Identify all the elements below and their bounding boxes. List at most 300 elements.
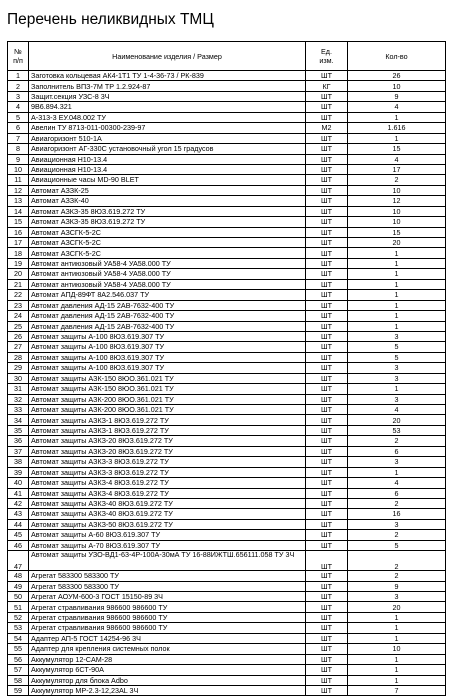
row-number: 24	[8, 311, 29, 321]
quantity: 5	[348, 540, 446, 550]
unit-of-measure: ШТ	[306, 644, 348, 654]
table-row	[8, 665, 446, 675]
quantity: 12	[348, 196, 446, 206]
unit-of-measure: ШТ	[306, 217, 348, 227]
quantity: 10	[348, 185, 446, 195]
row-number: 3	[8, 91, 29, 101]
quantity: 6	[348, 446, 446, 456]
quantity: 2	[348, 498, 446, 508]
row-number: 56	[8, 654, 29, 664]
item-name: Агрегат АОУМ-600-3 ГОСТ 15150-89 3Ч	[29, 592, 306, 602]
item-name: Автомат защиты АЗКЗ-4 8ЮЗ.619.272 ТУ	[29, 478, 306, 488]
row-number: 15	[8, 217, 29, 227]
table-row	[8, 279, 446, 289]
unit-of-measure: ШТ	[306, 425, 348, 435]
item-name: Автомат защиты А-100 8ЮЗ.619.307 ТУ	[29, 331, 306, 341]
item-name: Автомат АЗЗК-25	[29, 185, 306, 195]
quantity: 3	[348, 592, 446, 602]
quantity: 1	[348, 612, 446, 622]
table-row	[8, 206, 446, 216]
quantity: 20	[348, 602, 446, 612]
table-row	[8, 269, 446, 279]
unit-of-measure: ШТ	[306, 519, 348, 529]
table-row	[8, 342, 446, 352]
table-row	[8, 478, 446, 488]
quantity: 1	[348, 133, 446, 143]
unit-of-measure: ШТ	[306, 540, 348, 550]
item-name: Автомат давления АД-15 2АВ-7632-400 ТУ	[29, 321, 306, 331]
quantity: 17	[348, 164, 446, 174]
row-number: 31	[8, 384, 29, 394]
table-row	[8, 91, 446, 101]
row-number: 4	[8, 102, 29, 112]
row-number: 29	[8, 363, 29, 373]
quantity: 3	[348, 457, 446, 467]
unit-of-measure: ШТ	[306, 633, 348, 643]
table-row	[8, 363, 446, 373]
quantity: 6	[348, 488, 446, 498]
table-row	[8, 133, 446, 143]
unit-of-measure: ШТ	[306, 623, 348, 633]
table-row	[8, 196, 446, 206]
unit-of-measure: ШТ	[306, 227, 348, 237]
unit-of-measure: ШТ	[306, 478, 348, 488]
row-number: 25	[8, 321, 29, 331]
table-row	[8, 373, 446, 383]
quantity: 4	[348, 102, 446, 112]
row-number: 55	[8, 644, 29, 654]
row-number: 13	[8, 196, 29, 206]
item-name: Автомат защиты АЗКЗ-3 8ЮЗ.619.272 ТУ	[29, 467, 306, 477]
unit-of-measure: ШТ	[306, 654, 348, 664]
row-number: 9	[8, 154, 29, 164]
unit-of-measure: ШТ	[306, 352, 348, 362]
row-number: 40	[8, 478, 29, 488]
quantity: 53	[348, 425, 446, 435]
quantity: 9	[348, 91, 446, 101]
table-row	[8, 238, 446, 248]
quantity: 20	[348, 238, 446, 248]
item-name: Автомат защиты А-100 8ЮЗ.619.307 ТУ	[29, 363, 306, 373]
item-name: Агрегат 583300 583300 ТУ	[29, 581, 306, 591]
table-row	[8, 164, 446, 174]
table-row	[8, 457, 446, 467]
table-row	[8, 581, 446, 591]
item-name: Агрегат стравливания 986600 986600 ТУ	[29, 623, 306, 633]
table-row	[8, 175, 446, 185]
row-number: 51	[8, 602, 29, 612]
item-name: Авиагоризонт 510-1А	[29, 133, 306, 143]
row-number: 33	[8, 405, 29, 415]
item-name: Автомат АЗСГК-5-2С	[29, 248, 306, 258]
unit-of-measure: ШТ	[306, 112, 348, 122]
table-row	[8, 415, 446, 425]
item-name: Авиационная Н10-13.4	[29, 164, 306, 174]
unit-of-measure: ШТ	[306, 551, 348, 571]
quantity: 15	[348, 227, 446, 237]
row-number: 59	[8, 685, 29, 695]
item-name: Автомат защиты АЗКЗ-1 8ЮЗ.619.272 ТУ	[29, 425, 306, 435]
unit-of-measure: ШТ	[306, 394, 348, 404]
unit-of-measure: ШТ	[306, 279, 348, 289]
row-number: 57	[8, 665, 29, 675]
item-name: 9В6.894.321	[29, 102, 306, 112]
unit-of-measure: ШТ	[306, 185, 348, 195]
quantity: 3	[348, 331, 446, 341]
unit-of-measure: ШТ	[306, 498, 348, 508]
quantity: 1	[348, 675, 446, 685]
table-row	[8, 300, 446, 310]
table-row	[8, 519, 446, 529]
quantity: 2	[348, 530, 446, 540]
row-number: 20	[8, 269, 29, 279]
unit-of-measure: ШТ	[306, 248, 348, 258]
item-name: Автомат защиты АЗКЗ-3 8ЮЗ.619.272 ТУ	[29, 457, 306, 467]
table-row	[8, 623, 446, 633]
quantity: 1	[348, 633, 446, 643]
quantity: 1.616	[348, 123, 446, 133]
table-row	[8, 311, 446, 321]
quantity: 3	[348, 519, 446, 529]
unit-of-measure: ШТ	[306, 238, 348, 248]
unit-of-measure: ШТ	[306, 592, 348, 602]
row-number: 39	[8, 467, 29, 477]
unit-of-measure: ШТ	[306, 300, 348, 310]
unit-of-measure: ШТ	[306, 91, 348, 101]
quantity: 1	[348, 258, 446, 268]
unit-of-measure: ШТ	[306, 581, 348, 591]
unit-of-measure: ШТ	[306, 446, 348, 456]
table-row	[8, 123, 446, 133]
table-row	[8, 227, 446, 237]
item-name: Авелин ТУ 8713-011-00300-239-97	[29, 123, 306, 133]
item-name: Автомат давления АД-15 2АВ-7632-400 ТУ	[29, 300, 306, 310]
row-number: 21	[8, 279, 29, 289]
table-row	[8, 394, 446, 404]
row-number: 43	[8, 509, 29, 519]
table-row	[8, 551, 446, 571]
item-name: Автомат защиты АЗКЗ-40 8ЮЗ.619.272 ТУ	[29, 498, 306, 508]
inventory-table	[7, 41, 446, 696]
table-row	[8, 352, 446, 362]
unit-of-measure: КГ	[306, 81, 348, 91]
quantity: 10	[348, 206, 446, 216]
row-number: 53	[8, 623, 29, 633]
quantity: 2	[348, 175, 446, 185]
row-number: 12	[8, 185, 29, 195]
table-row	[8, 509, 446, 519]
item-name: Автомат защиты АЗК-200 8ЮО.361.021 ТУ	[29, 405, 306, 415]
quantity: 1	[348, 248, 446, 258]
quantity: 1	[348, 467, 446, 477]
unit-of-measure: ШТ	[306, 71, 348, 81]
item-name: Автомат антиюзовый УА58-4 УА58.000 ТУ	[29, 269, 306, 279]
row-number: 58	[8, 675, 29, 685]
unit-of-measure: ШТ	[306, 685, 348, 695]
item-name: Автомат антиюзовый УА58-4 УА58.000 ТУ	[29, 279, 306, 289]
unit-of-measure: ШТ	[306, 290, 348, 300]
item-name: Автомат защиты АЗКЗ-1 8ЮЗ.619.272 ТУ	[29, 415, 306, 425]
unit-of-measure: ШТ	[306, 269, 348, 279]
item-name: Аккумулятор 12-CAM-28	[29, 654, 306, 664]
unit-of-measure: ШТ	[306, 164, 348, 174]
header-quantity: Кол-во	[348, 42, 446, 71]
unit-of-measure: ШТ	[306, 196, 348, 206]
quantity: 2	[348, 436, 446, 446]
row-number: 23	[8, 300, 29, 310]
row-number: 42	[8, 498, 29, 508]
table-row	[8, 488, 446, 498]
quantity: 20	[348, 415, 446, 425]
table-row	[8, 331, 446, 341]
item-name: Автомат защиты АЗК-150 8ЮО.361.021 ТУ	[29, 384, 306, 394]
item-name: Автомат защиты УЗО-ВД1-63-4Р-100А-30мА ТУ 16-88ИЖТШ.656111.058 ТУ 3Ч	[29, 551, 306, 571]
quantity: 10	[348, 217, 446, 227]
quantity: 1	[348, 665, 446, 675]
item-name: Автомат АЗКЗ-35 8ЮЗ.619.272 ТУ	[29, 217, 306, 227]
quantity: 1	[348, 290, 446, 300]
item-name: Автомат АЗСГК-5-2С	[29, 238, 306, 248]
quantity: 1	[348, 654, 446, 664]
item-name: Агрегат стравливания 986600 986600 ТУ	[29, 602, 306, 612]
quantity: 15	[348, 144, 446, 154]
item-name: Автомат давления АД-15 2АВ-7632-400 ТУ	[29, 311, 306, 321]
table-row	[8, 446, 446, 456]
item-name: Автомат АЗЗК-40	[29, 196, 306, 206]
quantity: 4	[348, 154, 446, 164]
row-number: 6	[8, 123, 29, 133]
table-row	[8, 384, 446, 394]
unit-of-measure: ШТ	[306, 530, 348, 540]
table-row	[8, 633, 446, 643]
table-body	[8, 71, 446, 696]
unit-of-measure: ШТ	[306, 571, 348, 581]
quantity: 1	[348, 311, 446, 321]
row-number: 47	[8, 551, 29, 571]
row-number: 37	[8, 446, 29, 456]
quantity: 3	[348, 363, 446, 373]
table-row	[8, 602, 446, 612]
unit-of-measure: ШТ	[306, 457, 348, 467]
row-number: 34	[8, 415, 29, 425]
item-name: Защит.секция УЗС-8 3Ч	[29, 91, 306, 101]
row-number: 22	[8, 290, 29, 300]
row-number: 30	[8, 373, 29, 383]
row-number: 8	[8, 144, 29, 154]
unit-of-measure: ШТ	[306, 405, 348, 415]
item-name: Автомат защиты АЗКЗ-50 8ЮЗ.619.272 ТУ	[29, 519, 306, 529]
row-number: 46	[8, 540, 29, 550]
item-name: Автомат защиты А-100 8ЮЗ.619.307 ТУ	[29, 342, 306, 352]
unit-of-measure: ШТ	[306, 612, 348, 622]
table-row	[8, 436, 446, 446]
table-row	[8, 644, 446, 654]
table-row	[8, 592, 446, 602]
row-number: 41	[8, 488, 29, 498]
row-number: 52	[8, 612, 29, 622]
item-name: Автомат защиты А-60 8ЮЗ.619.307 ТУ	[29, 530, 306, 540]
unit-of-measure: ШТ	[306, 363, 348, 373]
table-row	[8, 112, 446, 122]
unit-of-measure: ШТ	[306, 258, 348, 268]
quantity: 1	[348, 300, 446, 310]
row-number: 36	[8, 436, 29, 446]
quantity: 1	[348, 623, 446, 633]
item-name: Аккумулятор для блока Adbo	[29, 675, 306, 685]
row-number: 17	[8, 238, 29, 248]
item-name: Автомат защиты АЗКЗ-4 8ЮЗ.619.272 ТУ	[29, 488, 306, 498]
item-name: Автомат АЗСГК-5-2С	[29, 227, 306, 237]
table-row	[8, 685, 446, 695]
item-name: Автомат АЗКЗ-35 8ЮЗ.619.272 ТУ	[29, 206, 306, 216]
row-number: 26	[8, 331, 29, 341]
item-name: Аккумулятор 6СТ-90А	[29, 665, 306, 675]
quantity: 1	[348, 269, 446, 279]
item-name: А-313-3 ЕУ.048.002 ТУ	[29, 112, 306, 122]
unit-of-measure: ШТ	[306, 665, 348, 675]
unit-of-measure: ШТ	[306, 373, 348, 383]
item-name: Автомат защиты АЗК-150 8ЮО.361.021 ТУ	[29, 373, 306, 383]
table-row	[8, 467, 446, 477]
row-number: 14	[8, 206, 29, 216]
table-row	[8, 571, 446, 581]
quantity: 26	[348, 71, 446, 81]
quantity: 10	[348, 81, 446, 91]
row-number: 2	[8, 81, 29, 91]
row-number: 5	[8, 112, 29, 122]
row-number: 54	[8, 633, 29, 643]
item-name: Агрегат 583300 583300 ТУ	[29, 571, 306, 581]
unit-of-measure: ШТ	[306, 154, 348, 164]
quantity: 9	[348, 581, 446, 591]
row-number: 18	[8, 248, 29, 258]
item-name: Адаптер АП-5 ГОСТ 14254-96 3Ч	[29, 633, 306, 643]
row-number: 45	[8, 530, 29, 540]
quantity: 1	[348, 112, 446, 122]
item-name: Автомат защиты АЗКЗ-20 8ЮЗ.619.272 ТУ	[29, 446, 306, 456]
row-number: 48	[8, 571, 29, 581]
item-name: Автомат защиты А-70 8ЮЗ.619.307 ТУ	[29, 540, 306, 550]
table-row	[8, 530, 446, 540]
unit-of-measure: М2	[306, 123, 348, 133]
row-number: 1	[8, 71, 29, 81]
unit-of-measure: ШТ	[306, 175, 348, 185]
item-name: Заполнитель ВПЗ-7М ТР 1.2.924-87	[29, 81, 306, 91]
row-number: 11	[8, 175, 29, 185]
quantity: 4	[348, 478, 446, 488]
unit-of-measure: ШТ	[306, 321, 348, 331]
table-row	[8, 290, 446, 300]
unit-of-measure: ШТ	[306, 342, 348, 352]
table-row	[8, 675, 446, 685]
table-row	[8, 425, 446, 435]
table-row	[8, 248, 446, 258]
unit-of-measure: ШТ	[306, 415, 348, 425]
item-name: Автомат АПД-89ФТ 8А2.546.037 ТУ	[29, 290, 306, 300]
item-name: Заготовка кольцевая АК4-1Т1 ТУ 1-4-36-73 / РК-839	[29, 71, 306, 81]
item-name: Аккумулятор МР-2.3-12,23AL 3Ч	[29, 685, 306, 695]
row-number: 38	[8, 457, 29, 467]
item-name: Автомат защиты А-100 8ЮЗ.619.307 ТУ	[29, 352, 306, 362]
table-row	[8, 321, 446, 331]
unit-of-measure: ШТ	[306, 311, 348, 321]
unit-of-measure: ШТ	[306, 602, 348, 612]
table-row	[8, 498, 446, 508]
row-number: 49	[8, 581, 29, 591]
item-name: Автомат защиты АЗК-200 8ЮО.361.021 ТУ	[29, 394, 306, 404]
row-number: 50	[8, 592, 29, 602]
item-name: Автомат защиты АЗКЗ-20 8ЮЗ.619.272 ТУ	[29, 436, 306, 446]
row-number: 19	[8, 258, 29, 268]
quantity: 7	[348, 685, 446, 695]
unit-of-measure: ШТ	[306, 467, 348, 477]
unit-of-measure: ШТ	[306, 488, 348, 498]
item-name: Автомат антиюзовый УА58-4 УА58.000 ТУ	[29, 258, 306, 268]
page-title: Перечень неликвидных ТМЦ	[7, 11, 214, 28]
row-number: 16	[8, 227, 29, 237]
unit-of-measure: ШТ	[306, 384, 348, 394]
table-row	[8, 654, 446, 664]
table-row	[8, 258, 446, 268]
row-number: 10	[8, 164, 29, 174]
item-name: Авиационные часы МD-90 BLET	[29, 175, 306, 185]
quantity: 1	[348, 321, 446, 331]
item-name: Автомат защиты АЗКЗ-40 8ЮЗ.619.272 ТУ	[29, 509, 306, 519]
unit-of-measure: ШТ	[306, 509, 348, 519]
row-number: 7	[8, 133, 29, 143]
table-row	[8, 144, 446, 154]
quantity: 2	[348, 551, 446, 571]
header-number: № п/п	[8, 42, 29, 71]
table-row	[8, 612, 446, 622]
quantity: 5	[348, 352, 446, 362]
table-header	[8, 42, 446, 71]
quantity: 1	[348, 279, 446, 289]
table-row	[8, 81, 446, 91]
item-name: Адаптер для крепления системных полок	[29, 644, 306, 654]
table-row	[8, 71, 446, 81]
table-row	[8, 217, 446, 227]
row-number: 44	[8, 519, 29, 529]
unit-of-measure: ШТ	[306, 436, 348, 446]
header-unit: Ед. изм.	[306, 42, 348, 71]
row-number: 35	[8, 425, 29, 435]
quantity: 1	[348, 384, 446, 394]
item-name: Авиационная Н10-13.4	[29, 154, 306, 164]
unit-of-measure: ШТ	[306, 331, 348, 341]
quantity: 2	[348, 571, 446, 581]
unit-of-measure: ШТ	[306, 102, 348, 112]
row-number: 32	[8, 394, 29, 404]
quantity: 16	[348, 509, 446, 519]
table-row	[8, 540, 446, 550]
table-row	[8, 102, 446, 112]
quantity: 4	[348, 405, 446, 415]
quantity: 10	[348, 644, 446, 654]
unit-of-measure: ШТ	[306, 206, 348, 216]
item-name: Авиагоризонт АГ-330С установочный угол 15 градусов	[29, 144, 306, 154]
quantity: 5	[348, 342, 446, 352]
header-name: Наименование изделия / Размер	[29, 42, 306, 71]
row-number: 28	[8, 352, 29, 362]
item-name: Агрегат стравливания 986600 986600 ТУ	[29, 612, 306, 622]
row-number: 27	[8, 342, 29, 352]
table-row	[8, 185, 446, 195]
table-row	[8, 405, 446, 415]
unit-of-measure: ШТ	[306, 144, 348, 154]
table-row	[8, 154, 446, 164]
unit-of-measure: ШТ	[306, 133, 348, 143]
